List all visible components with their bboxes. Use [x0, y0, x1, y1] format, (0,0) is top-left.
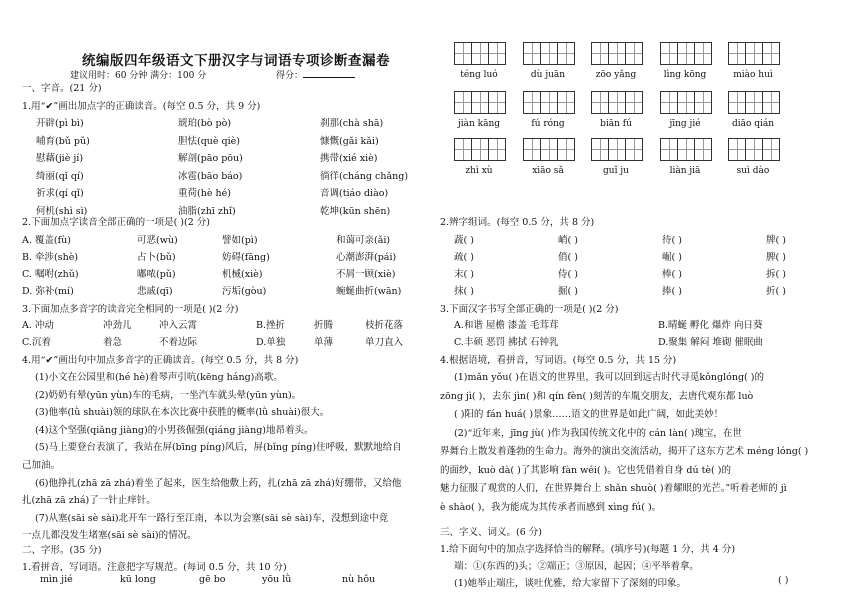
writing-box[interactable]	[608, 42, 626, 65]
writing-box[interactable]	[557, 42, 575, 65]
choice-item: 嘟哝(pǔ)	[137, 269, 176, 280]
reading-option[interactable]: 乾坤(kūn shēn)	[320, 205, 391, 217]
writing-box-pair[interactable]	[591, 42, 642, 65]
word-blank[interactable]: 蔬( )	[454, 235, 474, 246]
word-blank[interactable]: 待( )	[662, 235, 682, 246]
writing-box-pair[interactable]	[523, 138, 574, 161]
choice-word: 单薄	[314, 337, 334, 348]
writing-box[interactable]	[762, 138, 780, 161]
word-blank[interactable]: 拆( )	[766, 269, 786, 280]
word-blank[interactable]: 抹( )	[454, 286, 474, 297]
writing-box[interactable]	[591, 138, 609, 161]
reading-option[interactable]: 携带(xié xiè)	[320, 153, 378, 164]
choice-word[interactable]: D.单独	[256, 337, 286, 348]
section-2-heading: 二、字形。(35 分)	[22, 545, 102, 556]
sentence-line: 一点儿都没发生堵塞(sāi sè sài)的情况。	[22, 530, 197, 542]
writing-box[interactable]	[660, 42, 678, 65]
sentence-line: (3)他率(lǜ shuài)领的球队在本次比赛中获胜的概率(lǜ shuài)很大。	[35, 407, 330, 419]
writing-box-pair[interactable]	[660, 138, 711, 161]
reading-option[interactable]: 祈求(qí qǐ)	[36, 188, 84, 199]
choice-item: 机械(xiè)	[222, 269, 263, 280]
pinyin-label: yōu lǜ	[262, 574, 292, 585]
choice-item: 蜿蜒曲折(wān)	[336, 286, 402, 297]
sentence-line: 扎(zhā zā zhá)了一针止痒针。	[22, 495, 156, 507]
writing-box[interactable]	[540, 91, 558, 114]
choice-item: 悲戚(qī)	[137, 286, 173, 297]
word-blank[interactable]: 末( )	[454, 269, 474, 280]
choice-word: 着急	[103, 337, 123, 348]
sentence-line: 己加油。	[22, 460, 61, 471]
pinyin-label: miào huì	[733, 70, 773, 80]
writing-box[interactable]	[523, 91, 541, 114]
word-blank[interactable]: 捧( )	[662, 286, 682, 297]
choice-item: 和蔼可亲(ǎi)	[336, 235, 391, 246]
writing-box-pair[interactable]	[454, 91, 505, 114]
reading-option[interactable]: 哺育(bǔ pǔ)	[36, 135, 90, 147]
writing-box[interactable]	[488, 42, 506, 65]
writing-box[interactable]	[745, 91, 763, 114]
reading-option[interactable]: 解剖(pāo pōu)	[178, 153, 243, 164]
writing-box[interactable]	[677, 42, 695, 65]
word-blank[interactable]: 脾( )	[766, 252, 786, 263]
reading-option[interactable]: 胆怯(què qiè)	[178, 135, 240, 147]
writing-box[interactable]	[694, 138, 712, 161]
pinyin-label: xiāo sǎ	[532, 166, 564, 176]
writing-box[interactable]	[540, 138, 558, 161]
writing-box[interactable]	[745, 138, 763, 161]
s2-q1-prompt: 1.看拼音，写词语。注意把字写规范。(每词 0.5 分，共 10 分)	[22, 562, 287, 573]
writing-box[interactable]	[471, 42, 489, 65]
reading-option[interactable]: 重荷(hè hé)	[178, 188, 231, 199]
writing-box[interactable]	[625, 91, 643, 114]
reading-option[interactable]: 慷慨(gǎi kǎi)	[320, 135, 379, 147]
pinyin-label: gē bo	[199, 574, 226, 585]
pinyin-label: jīng jié	[669, 119, 701, 129]
word-blank[interactable]: 掘( )	[558, 286, 578, 297]
reading-option[interactable]: 刹那(chà shā)	[320, 118, 384, 129]
pinyin-label: biān fú	[600, 119, 632, 129]
reading-option[interactable]: 徜徉(cháng chǎng)	[320, 170, 409, 182]
passage-line: ( )阳的 fán huá( )景象……语文的世界是如此广阔，如此美妙！	[454, 409, 724, 420]
writing-box[interactable]	[660, 138, 678, 161]
choice-word[interactable]: C.沉着	[22, 337, 51, 348]
writing-box[interactable]	[523, 138, 541, 161]
word-blank[interactable]: 疏( )	[454, 252, 474, 263]
pinyin-label: téng luó	[460, 70, 498, 80]
score-field[interactable]	[276, 68, 355, 81]
s3-q1-prompt: 1.给下面句中的加点字选择恰当的解释。(填序号)(每题 1 分，共 4 分)	[440, 544, 736, 555]
pinyin-label: fú róng	[531, 119, 565, 129]
writing-box-pair[interactable]	[591, 91, 642, 114]
s1-q4-prompt: 4.用“✔”画出句中加点多音字的正确读音。(每空 0.5 分，共 8 分)	[22, 355, 299, 366]
writing-box-pair[interactable]	[660, 42, 711, 65]
choice-item[interactable]: A.和谐 屋檐 漆盖 毛茸茸	[454, 320, 559, 331]
s2-q2-prompt: 2.辨字组词。(每空 0.5 分，共 8 分)	[440, 217, 595, 228]
choice-word[interactable]: A. 冲动	[22, 320, 54, 331]
reading-option[interactable]: 绮丽(qǐ qí)	[36, 170, 84, 182]
word-blank[interactable]: 折( )	[766, 286, 786, 297]
choice-item[interactable]: B. 牵涉(shè)	[22, 252, 79, 263]
writing-box[interactable]	[677, 91, 695, 114]
s2-q3-prompt: 3.下面汉字书写全部正确的一项是( )(2 分)	[440, 304, 619, 315]
writing-box[interactable]	[745, 42, 763, 65]
page-title: 统编版四年级语文下册汉字与词语专项诊断查漏卷	[82, 53, 390, 69]
s3-definitions: 端：①(东西的)头；②端正；③原因，起因；④平举着拿。	[454, 561, 699, 572]
choice-item: 譬如(pì)	[222, 235, 258, 246]
writing-box-pair[interactable]	[591, 138, 642, 161]
reading-option[interactable]: 何机(shì sì)	[36, 205, 88, 217]
s3-item-1-answer[interactable]: ( )	[778, 575, 789, 586]
choice-item[interactable]: A. 覆盖(fù)	[22, 235, 71, 246]
reading-option[interactable]: 油脂(zhī zhǐ)	[178, 205, 236, 217]
pinyin-label: dù juān	[530, 70, 566, 80]
sentence-line: (2)奶奶有晕(yūn yùn)车的毛病，一坐汽车就头晕(yūn yùn)。	[35, 389, 302, 401]
pinyin-label: zōo yǎng	[595, 70, 637, 80]
writing-box[interactable]	[677, 138, 695, 161]
choice-item: 污垢(gòu)	[222, 286, 267, 297]
writing-box[interactable]	[557, 138, 575, 161]
choice-item: 占卜(bǔ)	[137, 252, 176, 263]
choice-item[interactable]: B.晴蜒 孵化 爆炸 向日葵	[658, 320, 763, 331]
sentence-line: (7)从塞(sāi sè sài)北开车一路行至江南，本以为会塞(sāi sè sài)车，没想到途中竟	[35, 512, 389, 524]
s1-q1-prompt: 1.用“✔”画出加点字的正确读音。(每空 0.5 分，共 9 分)	[22, 101, 261, 112]
writing-box[interactable]	[557, 91, 575, 114]
writing-box[interactable]	[591, 91, 609, 114]
score-label: 得分：	[276, 71, 304, 81]
reading-option[interactable]: 慰藉(jiè jí)	[36, 153, 84, 164]
pinyin-label: guǐ ju	[603, 166, 629, 176]
choice-word: 冲入云霄	[159, 320, 198, 331]
sentence-line: (6)他挣扎(zhā zā zhá)着坐了起来，医生给他敷上药，扎(zhā zā zhá)好绷带，又给他	[35, 477, 402, 489]
writing-box[interactable]	[728, 42, 746, 65]
writing-box[interactable]	[660, 91, 678, 114]
pinyin-label: nù hǒu	[342, 574, 376, 585]
writing-box-pair[interactable]	[454, 42, 505, 65]
writing-box[interactable]	[728, 138, 746, 161]
choice-item: 妨碍(fāng)	[222, 252, 270, 263]
pinyin-label: suì dào	[736, 166, 770, 176]
choice-item[interactable]: C.丰硕 恶罚 拂拭 石钟乳	[454, 337, 559, 348]
pinyin-label: lìng kōng	[663, 70, 707, 80]
writing-box[interactable]	[523, 42, 541, 65]
writing-box[interactable]	[471, 91, 489, 114]
word-blank[interactable]: 牌( )	[766, 235, 786, 246]
word-blank[interactable]: 崛( )	[662, 252, 682, 263]
writing-box[interactable]	[728, 91, 746, 114]
writing-box-pair[interactable]	[660, 91, 711, 114]
reading-option[interactable]: 音调(tiáo diào)	[320, 188, 389, 199]
pinyin-label: jiàn kāng	[457, 119, 501, 129]
writing-box[interactable]	[762, 91, 780, 114]
word-blank[interactable]: 棒( )	[662, 269, 682, 280]
writing-box-pair[interactable]	[523, 42, 574, 65]
section-1-heading: 一、字音。(21 分)	[22, 83, 102, 94]
writing-box-pair[interactable]	[523, 91, 574, 114]
writing-box-pair[interactable]	[454, 138, 505, 161]
reading-option[interactable]: 开辟(pì bì)	[36, 118, 84, 129]
writing-box[interactable]	[488, 138, 506, 161]
choice-word: 冲劲儿	[103, 320, 132, 331]
choice-item[interactable]: D. 弥补(mí)	[22, 286, 74, 297]
writing-box[interactable]	[471, 138, 489, 161]
writing-box[interactable]	[454, 42, 472, 65]
passage-line: (1)mǎn yǒu( )在语文的世界里，我可以回到远古时代寻觅kǒnglóng( )的	[454, 372, 764, 383]
writing-box-pair[interactable]	[728, 42, 779, 65]
reading-option[interactable]: 冰雹(bāo báo)	[178, 170, 243, 182]
choice-word: 枝折花落	[365, 320, 404, 331]
writing-box[interactable]	[608, 138, 626, 161]
pinyin-label: mìn jié	[40, 574, 73, 585]
choice-item: 不屑一顾(xiè)	[336, 269, 396, 280]
word-blank[interactable]: 侍( )	[558, 269, 578, 280]
pinyin-label: zhì xù	[465, 166, 493, 176]
word-blank[interactable]: 峭( )	[558, 235, 578, 246]
pinyin-label: diāo qián	[731, 119, 775, 129]
pinyin-label: kū long	[120, 574, 156, 585]
passage-line: zōng jì( )，去东 jìn( )和 qín fèn( )刻苦的车胤交朋友，去唐代观东都 luò	[440, 390, 754, 402]
sentence-line: (5)马上要登台表演了，我站在屏(bīng píng)风后，屏(bǐng píng)住呼吸，默默地给自	[35, 442, 402, 454]
writing-box[interactable]	[694, 42, 712, 65]
writing-box[interactable]	[608, 91, 626, 114]
writing-box[interactable]	[591, 42, 609, 65]
pinyin-label: liàn jiā	[669, 166, 701, 176]
sentence-line: (4)这个坚强(qiǎng jiàng)的小男孩倔强(qiáng jiàng)地昂着头。	[35, 424, 314, 436]
writing-box[interactable]	[454, 91, 472, 114]
writing-box[interactable]	[454, 138, 472, 161]
writing-box[interactable]	[540, 42, 558, 65]
time-score-info: 建议用时：60 分钟 满分：100 分	[70, 71, 207, 81]
s1-q2-prompt: 2.下面加点字读音全部正确的一项是( )(2 分)	[22, 217, 210, 228]
choice-word[interactable]: B.挫折	[256, 320, 286, 331]
choice-item: 可恶(wù)	[137, 235, 178, 246]
passage-line: (2)“近年来，jīng jù( )作为我国传统文化中的 cán làn( )瑰宝，在世	[454, 427, 742, 439]
reading-option[interactable]: 琥珀(bò pò)	[178, 118, 232, 129]
s2-q4-prompt: 4.根据语境，看拼音，写词语。(每空 0.5 分，共 15 分)	[440, 355, 677, 366]
section-3-heading: 三、字义、词义。(6 分)	[440, 527, 542, 538]
writing-box[interactable]	[762, 42, 780, 65]
writing-box-pair[interactable]	[728, 91, 779, 114]
passage-line: è shào( )，我为能成为其传承者而感到 xìng fú( )。	[440, 501, 662, 513]
writing-box[interactable]	[625, 42, 643, 65]
word-blank[interactable]: 俏( )	[558, 252, 578, 263]
s1-q3-prompt: 3.下面加点多音字的读音完全相同的一项是( )(2 分)	[22, 304, 239, 315]
s3-item-1: (1)她举止端庄，谈吐优雅，给大家留下了深刻的印象。	[454, 578, 686, 589]
score-blank[interactable]	[303, 68, 355, 78]
passage-line: 界舞台上散发着蓬勃的生命力。海外的演出交流活动，揭开了这东方艺术 méng lóng( )	[440, 446, 809, 457]
choice-item[interactable]: D.聚集 解闷 堆砌 催眠曲	[658, 337, 763, 348]
choice-word: 折腾	[314, 320, 334, 331]
passage-line: 魅力征服了观赏的人们，在世界舞台上 shǎn shuò( )着耀眼的光芒。”听着老师的 jì	[440, 483, 787, 494]
choice-word: 不着边际	[159, 337, 198, 348]
sentence-line: (1)小文在公园里和(hé hè)着琴声引吭(kēng háng)高歌。	[35, 372, 283, 383]
choice-word: 单刀直入	[365, 337, 404, 348]
choice-item[interactable]: C. 嘱咐(zhǔ)	[22, 269, 79, 280]
writing-box[interactable]	[625, 138, 643, 161]
writing-box[interactable]	[694, 91, 712, 114]
writing-box-pair[interactable]	[728, 138, 779, 161]
passage-line: 的面纱，kuò dà( )了其影响 fàn wéi( )。它也凭借着自身 dú tè( )的	[440, 464, 731, 476]
choice-item: 心潮澎湃(pái)	[336, 252, 397, 263]
writing-box[interactable]	[488, 91, 506, 114]
